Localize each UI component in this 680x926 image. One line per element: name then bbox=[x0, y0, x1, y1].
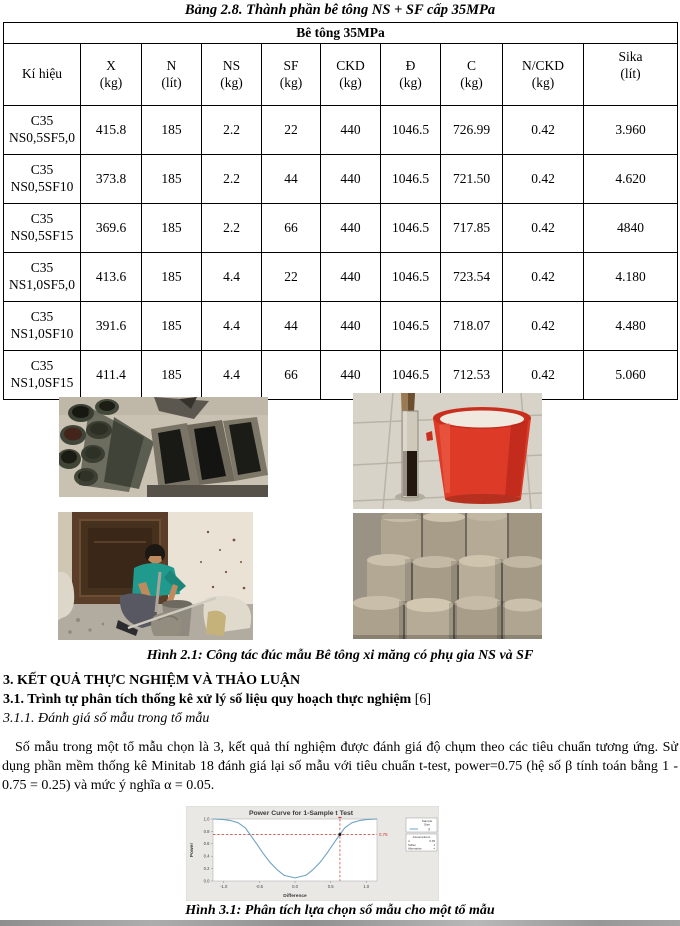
value-cell: 0.42 bbox=[503, 302, 584, 351]
value-cell: 717.85 bbox=[441, 204, 503, 253]
svg-text:Alternative: Alternative bbox=[408, 846, 422, 851]
figure21-photo-grid bbox=[0, 393, 680, 646]
figure31-caption: Hình 3.1: Phân tích lựa chọn số mẫu cho một tổ mẫu bbox=[185, 903, 495, 918]
value-cell: 721.50 bbox=[441, 155, 503, 204]
value-cell: 4.620 bbox=[584, 155, 678, 204]
value-cell: 185 bbox=[142, 302, 202, 351]
table-span-header-row bbox=[4, 23, 678, 44]
value-cell: 2.2 bbox=[202, 106, 262, 155]
value-cell: 440 bbox=[321, 302, 381, 351]
value-cell: 0.42 bbox=[503, 351, 584, 400]
svg-text:1.0: 1.0 bbox=[363, 884, 370, 889]
svg-text:≠: ≠ bbox=[433, 846, 435, 851]
value-cell: 44 bbox=[262, 302, 321, 351]
svg-text:StDev: StDev bbox=[408, 842, 416, 847]
value-cell: 1046.5 bbox=[381, 351, 441, 400]
value-cell: 723.54 bbox=[441, 253, 503, 302]
photo-red-bucket-admixture bbox=[353, 393, 542, 509]
table-row bbox=[4, 155, 678, 204]
value-cell: 66 bbox=[262, 204, 321, 253]
figure21-caption: Hình 2.1: Công tác đúc mẫu Bê tông xi măng có phụ gia NS và SF bbox=[146, 648, 534, 663]
column-header-N/CKD: N/CKD (kg) bbox=[503, 44, 584, 106]
svg-text:0.8: 0.8 bbox=[203, 828, 210, 834]
body-paragraph: Số mẫu trong một tổ mẫu chọn là 3, kết quả thí nghiệm được đánh giá độ chụm theo các tiêu chuẩn tương ứng. Sử dụng phần mềm thống kê Minitab 18 đánh giá lại số mẫu với tiêu chuẩn t-test, power=0.75 (hệ số β tính toán bằng 1 - 0.75 = 0.25) và mức ý nghĩa α = 0.05. bbox=[2, 740, 678, 793]
mix-id-cell: C35 NS1,0SF5,0 bbox=[4, 253, 81, 302]
value-cell: 22 bbox=[262, 106, 321, 155]
value-cell: 185 bbox=[142, 155, 202, 204]
chart-title: Power Curve for 1-Sample t Test bbox=[248, 810, 354, 817]
citation-6: [6] bbox=[414, 692, 432, 707]
table-row bbox=[4, 204, 678, 253]
svg-text:0.5: 0.5 bbox=[327, 884, 334, 889]
svg-text:0.0: 0.0 bbox=[203, 878, 210, 884]
table-title: Bảng 2.8. Thành phần bê tông NS + SF cấp 35MPa bbox=[184, 2, 496, 18]
photo-worker-casting bbox=[58, 512, 253, 640]
section31-heading-text: 3.1. Trình tự phân tích thống kê xử lý số liệu quy hoạch thực nghiệm bbox=[3, 692, 415, 707]
svg-text:0.6: 0.6 bbox=[203, 841, 210, 847]
value-cell: 391.6 bbox=[81, 302, 142, 351]
mix-id-cell: C35 NS1,0SF15 bbox=[4, 351, 81, 400]
power-curve-figure bbox=[186, 806, 439, 901]
value-cell: 1046.5 bbox=[381, 204, 441, 253]
svg-text:Assumptions: Assumptions bbox=[412, 835, 431, 839]
svg-text:0.05: 0.05 bbox=[429, 839, 435, 843]
value-cell: 1046.5 bbox=[381, 302, 441, 351]
value-cell: 185 bbox=[142, 204, 202, 253]
svg-text:Size: Size bbox=[423, 822, 431, 827]
value-cell: 369.6 bbox=[81, 204, 142, 253]
svg-text:Sample: Sample bbox=[421, 819, 433, 823]
x-axis-label: Difference bbox=[283, 894, 307, 899]
column-header-Kí hiệu: Kí hiệu bbox=[4, 44, 81, 106]
concrete-mix-table bbox=[3, 22, 678, 400]
power-threshold-label: 0.75 bbox=[379, 832, 388, 837]
svg-text:1: 1 bbox=[433, 842, 435, 847]
value-cell: 0.42 bbox=[503, 253, 584, 302]
value-cell: 440 bbox=[321, 351, 381, 400]
value-cell: 4840 bbox=[584, 204, 678, 253]
value-cell: 373.8 bbox=[81, 155, 142, 204]
photo-concrete-cylinders bbox=[353, 513, 542, 639]
svg-text:0.2: 0.2 bbox=[203, 866, 210, 871]
svg-text:-0.5: -0.5 bbox=[255, 884, 263, 889]
value-cell: 185 bbox=[142, 106, 202, 155]
table-span-header: Bê tông 35MPa bbox=[4, 23, 678, 44]
value-cell: 4.4 bbox=[202, 253, 262, 302]
svg-text:0.0: 0.0 bbox=[292, 884, 298, 889]
value-cell: 0.42 bbox=[503, 204, 584, 253]
svg-text:-1.0: -1.0 bbox=[220, 884, 228, 889]
page-bottom-strip bbox=[0, 920, 680, 926]
photo-steel-moulds bbox=[59, 397, 268, 497]
value-cell: 185 bbox=[142, 351, 202, 400]
value-cell: 22 bbox=[262, 253, 321, 302]
value-cell: 712.53 bbox=[441, 351, 503, 400]
value-cell: 4.180 bbox=[584, 253, 678, 302]
value-cell: 411.4 bbox=[81, 351, 142, 400]
value-cell: 440 bbox=[321, 204, 381, 253]
svg-text:1.0: 1.0 bbox=[203, 816, 210, 822]
value-cell: 440 bbox=[321, 106, 381, 155]
column-header-N: N (lít) bbox=[142, 44, 202, 106]
section3-heading: 3. KẾT QUẢ THỰC NGHIỆM VÀ THẢO LUẬN bbox=[3, 673, 301, 688]
value-cell: 4.4 bbox=[202, 302, 262, 351]
section311-heading: 3.1.1. Đánh giá số mẫu trong tổ mẫu bbox=[3, 711, 210, 726]
power-curve-chart bbox=[186, 806, 439, 901]
value-cell: 718.07 bbox=[441, 302, 503, 351]
table-column-header-row bbox=[4, 44, 678, 106]
value-cell: 185 bbox=[142, 253, 202, 302]
mix-id-cell: C35 NS0,5SF10 bbox=[4, 155, 81, 204]
column-header-CKD: CKD (kg) bbox=[321, 44, 381, 106]
value-cell: 2.2 bbox=[202, 155, 262, 204]
value-cell: 66 bbox=[262, 351, 321, 400]
value-cell: 2.2 bbox=[202, 204, 262, 253]
column-header-X: X (kg) bbox=[81, 44, 142, 106]
mix-id-cell: C35 NS0,5SF15 bbox=[4, 204, 81, 253]
value-cell: 4.480 bbox=[584, 302, 678, 351]
column-header-NS: NS (kg) bbox=[202, 44, 262, 106]
value-cell: 726.99 bbox=[441, 106, 503, 155]
value-cell: 1046.5 bbox=[381, 155, 441, 204]
value-cell: 0.42 bbox=[503, 155, 584, 204]
column-header-SF: SF (kg) bbox=[262, 44, 321, 106]
table-row bbox=[4, 302, 678, 351]
section31-heading bbox=[3, 692, 431, 708]
value-cell: 440 bbox=[321, 253, 381, 302]
table-row bbox=[4, 253, 678, 302]
y-axis-label: Power bbox=[190, 842, 195, 858]
value-cell: 4.4 bbox=[202, 351, 262, 400]
column-header-C: C (kg) bbox=[441, 44, 503, 106]
value-cell: 440 bbox=[321, 155, 381, 204]
svg-text:0.4: 0.4 bbox=[203, 853, 210, 859]
svg-text:3: 3 bbox=[428, 827, 430, 832]
value-cell: 5.060 bbox=[584, 351, 678, 400]
value-cell: 413.6 bbox=[81, 253, 142, 302]
column-header-Đ: Đ (kg) bbox=[381, 44, 441, 106]
column-header-Sika: Sika (lít) bbox=[584, 44, 678, 106]
value-cell: 0.42 bbox=[503, 106, 584, 155]
value-cell: 3.960 bbox=[584, 106, 678, 155]
svg-text:α: α bbox=[408, 839, 410, 843]
table-row bbox=[4, 106, 678, 155]
mix-id-cell: C35 NS0,5SF5,0 bbox=[4, 106, 81, 155]
value-cell: 415.8 bbox=[81, 106, 142, 155]
value-cell: 44 bbox=[262, 155, 321, 204]
value-cell: 1046.5 bbox=[381, 106, 441, 155]
mix-id-cell: C35 NS1,0SF10 bbox=[4, 302, 81, 351]
value-cell: 1046.5 bbox=[381, 253, 441, 302]
